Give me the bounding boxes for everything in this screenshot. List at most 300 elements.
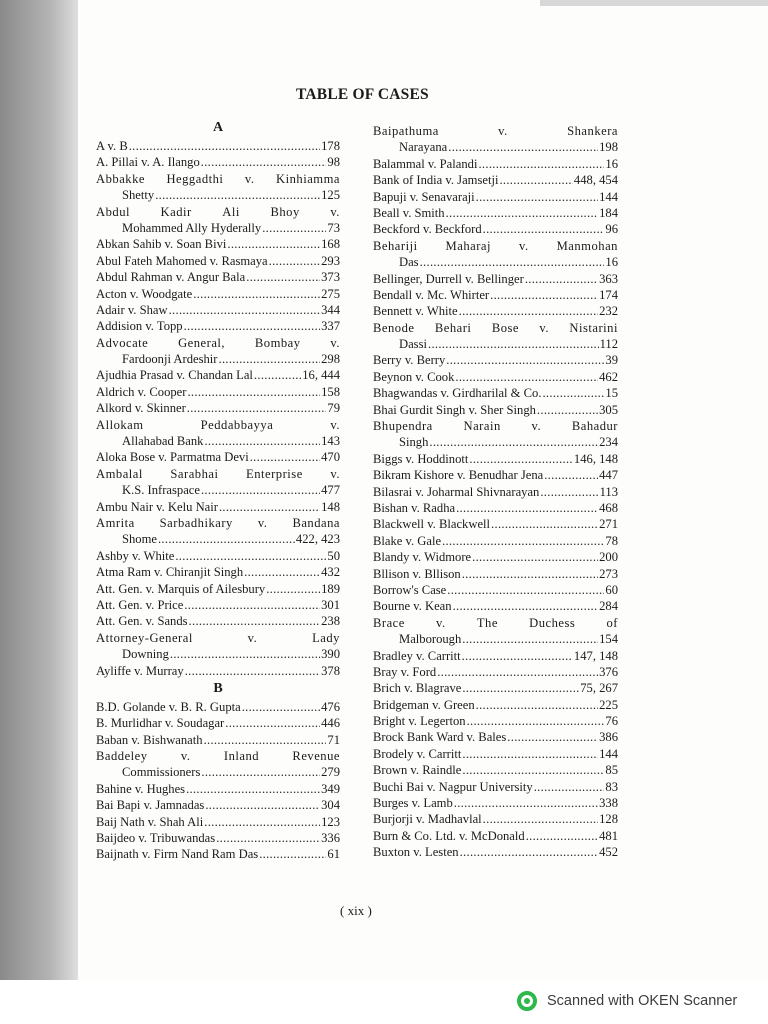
right-case-column [373,123,618,861]
case-name: A v. B [96,139,128,153]
case-entry [96,830,340,846]
case-line [373,336,618,352]
case-name-word: Kinhiamma [276,171,340,186]
case-name-word: Enterprise [246,466,303,481]
case-page-number: 232 [599,304,618,319]
leader-dots [462,762,604,778]
case-line [96,351,340,367]
case-entry [373,828,618,844]
case-name: Bishan v. Radha [373,500,456,515]
case-line [96,482,340,498]
leader-dots [187,384,320,400]
case-name-word: Abbakke [96,171,145,186]
leader-dots [204,433,320,449]
case-line [373,385,618,401]
case-name-word: v. [498,124,508,138]
case-name: Beall v. Smith [373,205,445,220]
case-page-number: 144 [599,746,618,761]
case-name: Acton v. Woodgate [96,286,193,301]
case-page-number: 75, 267 [580,681,618,696]
case-page-number: 16, 444 [302,368,340,383]
case-page-number: 284 [599,599,618,614]
case-name: Aldrich v. Cooper [96,384,187,399]
leader-dots [170,646,320,662]
case-name-line [373,418,618,434]
case-page-number: 336 [321,831,340,846]
leader-dots [219,351,321,367]
leader-dots [184,597,320,613]
case-line [373,434,618,450]
case-page-number: 76 [605,714,618,729]
case-name-word: Bombay [254,335,301,350]
case-page-number: 390 [321,647,340,662]
case-line [373,189,618,205]
binding-shadow [0,0,84,980]
leader-dots [540,484,598,500]
case-name: Borrow's Case [373,582,447,597]
case-entry [373,369,618,385]
case-page-number: 144 [599,189,618,204]
case-name-word: v. [330,466,340,481]
case-page-number: 349 [321,781,340,796]
case-entry [373,172,618,188]
case-name-word: Nistarini [569,320,618,335]
case-line [373,254,618,270]
case-entry [373,746,618,762]
case-page-number: 85 [605,763,618,778]
leader-dots [242,699,320,715]
case-name-word: Ali [222,204,240,219]
case-page-number: 273 [599,566,618,581]
leader-dots [204,732,327,748]
case-entry [96,253,340,269]
case-page-number: 279 [321,765,340,780]
case-line [373,156,618,172]
case-name-line [96,204,340,220]
leader-dots [459,303,598,319]
case-name-word: Amrita [96,515,135,530]
case-entry [373,205,618,221]
case-name: Bennett v. White [373,304,458,319]
case-name-word: Inland [223,749,260,764]
case-line [96,564,340,580]
leader-dots [193,286,320,302]
case-line [96,732,340,748]
case-entry [373,729,618,745]
case-page-number: 73 [327,220,340,235]
case-line [96,154,340,170]
case-page-number: 338 [599,796,618,811]
case-name: Narayana [399,140,448,155]
leader-dots [244,564,320,580]
leader-dots [472,549,598,565]
case-name: K.S. Infraspace [122,483,200,498]
case-entry [96,630,340,663]
case-page-number: 184 [599,205,618,220]
case-entry [96,384,340,400]
case-line [373,500,618,516]
case-name: Baijdeo v. Tribuwandas [96,831,216,846]
case-name-word: Maharaj [445,238,492,253]
case-name: Burn & Co. Ltd. v. McDonald [373,828,525,843]
leader-dots [442,533,604,549]
case-page-number: 174 [599,287,618,302]
leader-dots [428,336,599,352]
leader-dots [467,713,605,729]
case-page-number: 476 [321,699,340,714]
case-page-number: 422, 423 [295,532,340,547]
case-name-word: Narain [463,419,501,434]
case-entry [373,418,618,451]
case-name: Att. Gen. v. Marquis of Ailesbury [96,581,266,596]
case-name: Bikram Kishore v. Benudhar Jena [373,468,544,483]
case-entry [96,417,340,450]
case-line [373,221,618,237]
case-name-line [96,630,340,646]
case-name: Beckford v. Beckford [373,222,482,237]
case-entry [96,466,340,499]
case-name: Bellinger, Durrell v. Bellinger [373,271,524,286]
case-entry [373,287,618,303]
case-line [373,582,618,598]
case-line [373,664,618,680]
case-name-word: Lady [312,630,340,645]
case-name: Balammal v. Palandi [373,156,478,171]
case-name: Beynon v. Cook [373,369,455,384]
leader-dots [456,500,598,516]
case-name: A. Pillai v. A. Ilango [96,155,200,170]
leader-dots [186,781,320,797]
case-page-number: 468 [599,500,618,515]
case-entry [373,238,618,271]
case-page-number: 200 [599,550,618,565]
case-line [373,566,618,582]
case-page-number: 78 [605,533,618,548]
case-name: Das [399,255,419,270]
case-line [373,139,618,155]
case-page-number: 79 [327,401,340,416]
leader-dots [219,499,320,515]
leader-dots [204,814,320,830]
leader-dots [201,154,327,170]
case-name-word: Benode [373,320,415,335]
case-page-number: 198 [599,140,618,155]
case-name: Brown v. Raindle [373,763,462,778]
case-name-word: Bhupendra [373,419,433,434]
case-page-number: 446 [321,716,340,731]
case-entry [373,189,618,205]
case-entry [373,533,618,549]
case-page-number: 148 [321,499,340,514]
case-name: Allahabad Bank [122,434,204,449]
case-entry [96,581,340,597]
case-line [373,713,618,729]
case-name: Bradley v. Carritt [373,648,461,663]
case-name-line [96,171,340,187]
case-line [96,187,340,203]
leader-dots [250,449,320,465]
leader-dots [469,451,573,467]
case-name-word: The [476,615,498,630]
case-entry [373,303,618,319]
case-entry [373,402,618,418]
case-entry [373,123,618,156]
case-entry [373,795,618,811]
case-page-number: 304 [321,798,340,813]
case-name-line [96,335,340,351]
case-name: Atma Ram v. Chiranjit Singh [96,565,244,580]
case-page-number: 113 [599,484,618,499]
leader-dots [246,269,320,285]
case-name: Buchi Bai v. Nagpur University [373,779,533,794]
case-page-number: 462 [599,369,618,384]
leader-dots [537,402,598,418]
case-line [96,764,340,780]
case-line [96,433,340,449]
case-entry [373,500,618,516]
left-case-column [96,118,340,863]
case-line [96,449,340,465]
case-name: Biggs v. Hoddinott [373,451,469,466]
leader-dots [453,598,599,614]
leader-dots [542,385,604,401]
case-name-word: v. [330,417,340,432]
leader-dots [526,828,598,844]
case-name-line [96,748,340,764]
case-page-number: 125 [321,188,340,203]
case-page-number: 143 [321,434,340,449]
case-page-number: 481 [599,828,618,843]
case-entry [96,699,340,715]
case-name: Bhai Gurdit Singh v. Sher Singh [373,402,536,417]
leader-dots [259,846,326,862]
leader-dots [429,434,598,450]
case-entry [96,814,340,830]
case-line [96,663,340,679]
case-line [373,484,618,500]
case-name-word: Kadir [160,204,192,219]
case-entry [96,748,340,781]
case-line [96,846,340,862]
case-name-word: v. [436,615,446,630]
case-page-number: 189 [321,581,340,596]
case-name: Bahine v. Hughes [96,781,186,796]
leader-dots [478,156,604,172]
case-entry [96,269,340,285]
case-name-word: v. [539,320,550,335]
case-line [96,499,340,515]
case-page-number: 373 [321,270,340,285]
case-name-word: v. [247,630,258,645]
case-page-number: 298 [321,352,340,367]
case-line [96,781,340,797]
case-page-number: 238 [321,614,340,629]
case-page-number: 147, 148 [573,648,618,663]
case-name-line [373,615,618,631]
case-entry [373,352,618,368]
case-name: Fardoonji Ardeshir [122,352,218,367]
leader-dots [544,467,598,483]
case-name: Baij Nath v. Shah Ali [96,814,204,829]
case-page-number: 470 [321,450,340,465]
case-name: Brock Bank Ward v. Bales [373,730,507,745]
case-name: Abul Fateh Mahomed v. Rasmaya [96,253,268,268]
case-line [373,402,618,418]
case-entry [96,564,340,580]
case-page-number: 363 [599,271,618,286]
case-entry [96,515,340,548]
case-entry [96,846,340,862]
case-entry [373,697,618,713]
leader-dots [462,680,579,696]
case-page-number: 344 [321,302,340,317]
case-name-word: Bhoy [270,204,300,219]
case-name-line [373,238,618,254]
case-name: Shetty [122,188,155,203]
case-name-word: Allokam [96,417,144,432]
case-line [373,533,618,549]
case-page-number: 448, 454 [573,173,618,188]
case-entry [96,204,340,237]
case-name: Bendall v. Mc. Whirter [373,287,490,302]
case-name: Downing [122,647,169,662]
case-name-word: Bahadur [571,419,618,434]
case-name: Bai Bapi v. Jamnadas [96,798,205,813]
case-name-word: Shankera [567,124,618,138]
case-entry [96,715,340,731]
leader-dots [483,811,598,827]
case-line [373,746,618,762]
case-entry [373,451,618,467]
case-line [373,467,618,483]
leader-dots [254,367,301,383]
case-name-word: of [606,615,618,630]
leader-dots [454,795,598,811]
case-line [96,318,340,334]
leader-dots [227,236,320,252]
case-page-number: 293 [321,253,340,268]
case-name-word: v. [180,749,191,764]
case-entry [96,154,340,170]
case-line [373,779,618,795]
leader-dots [187,400,327,416]
case-page-number: 146, 148 [573,451,618,466]
case-page-number: 128 [599,812,618,827]
leader-dots [455,369,598,385]
page-title: TABLE OF CASES [296,86,429,103]
case-page-number: 123 [321,814,340,829]
case-entry [96,171,340,204]
case-page-number: 447 [599,468,618,483]
leader-dots [447,582,604,598]
case-page-number: 452 [599,845,618,860]
case-page-number: 168 [321,237,340,252]
case-name: Burjorji v. Madhavlal [373,812,482,827]
case-name-word: v. [518,238,529,253]
case-entry [96,732,340,748]
leader-dots [225,715,320,731]
case-name-word: Abdul [96,204,130,219]
case-name: Ajudhia Prasad v. Chandan Lal [96,368,253,383]
case-name: Ayliffe v. Murray [96,663,184,678]
scanner-watermark [516,990,737,1012]
case-entry [373,779,618,795]
case-entry [373,566,618,582]
case-entry [373,516,618,532]
case-entry [373,385,618,401]
leader-dots [158,531,295,547]
case-name-word: General, [178,335,226,350]
case-entry [96,613,340,629]
case-line [373,172,618,188]
case-name-word: Sarbadhikary [159,515,233,530]
case-line [96,367,340,383]
case-line [373,271,618,287]
case-page-number: 39 [605,353,618,368]
case-line [373,451,618,467]
case-name: Bright v. Legerton [373,714,466,729]
case-line [96,400,340,416]
case-name: Bapuji v. Senavaraji [373,189,475,204]
leader-dots [185,663,320,679]
case-name-word: Behariji [373,238,418,253]
case-name: Bridgeman v. Green [373,697,475,712]
case-page-number: 225 [599,697,618,712]
case-page-number: 386 [599,730,618,745]
case-name-word: Brace [373,615,405,630]
case-line [373,287,618,303]
leader-dots [460,844,599,860]
case-name-word: Bandana [292,515,340,530]
leader-dots [462,566,598,582]
leader-dots [437,664,598,680]
case-line [96,581,340,597]
case-entry [96,548,340,564]
case-line [373,729,618,745]
leader-dots [129,138,320,154]
case-name-word: Peddabbayya [200,417,274,432]
case-page-number: 61 [327,847,340,862]
case-line [96,286,340,302]
case-name: Brodely v. Carritt [373,746,462,761]
case-name: Blackwell v. Blackwell [373,517,491,532]
case-entry [373,221,618,237]
case-name-line [96,515,340,531]
case-name: Commissioners [122,765,201,780]
case-entry [373,484,618,500]
case-name-word: Ambalal [96,466,143,481]
leader-dots [476,189,598,205]
case-entry [373,156,618,172]
case-entry [96,286,340,302]
case-name: B. Murlidhar v. Soudagar [96,716,225,731]
leader-dots [189,613,321,629]
case-name-word: v. [330,204,340,219]
case-name-word: v. [330,335,340,350]
leader-dots [490,287,598,303]
case-entry [96,138,340,154]
case-name: Brich v. Blagrave [373,681,462,696]
case-page-number: 271 [599,517,618,532]
case-name: Aloka Bose v. Parmatma Devi [96,450,249,465]
case-name: Bray v. Ford [373,664,437,679]
case-line [96,531,340,547]
leader-dots [262,220,326,236]
case-line [373,762,618,778]
page-folio: ( xix ) [340,903,372,918]
leader-dots [462,648,573,664]
case-line [373,549,618,565]
